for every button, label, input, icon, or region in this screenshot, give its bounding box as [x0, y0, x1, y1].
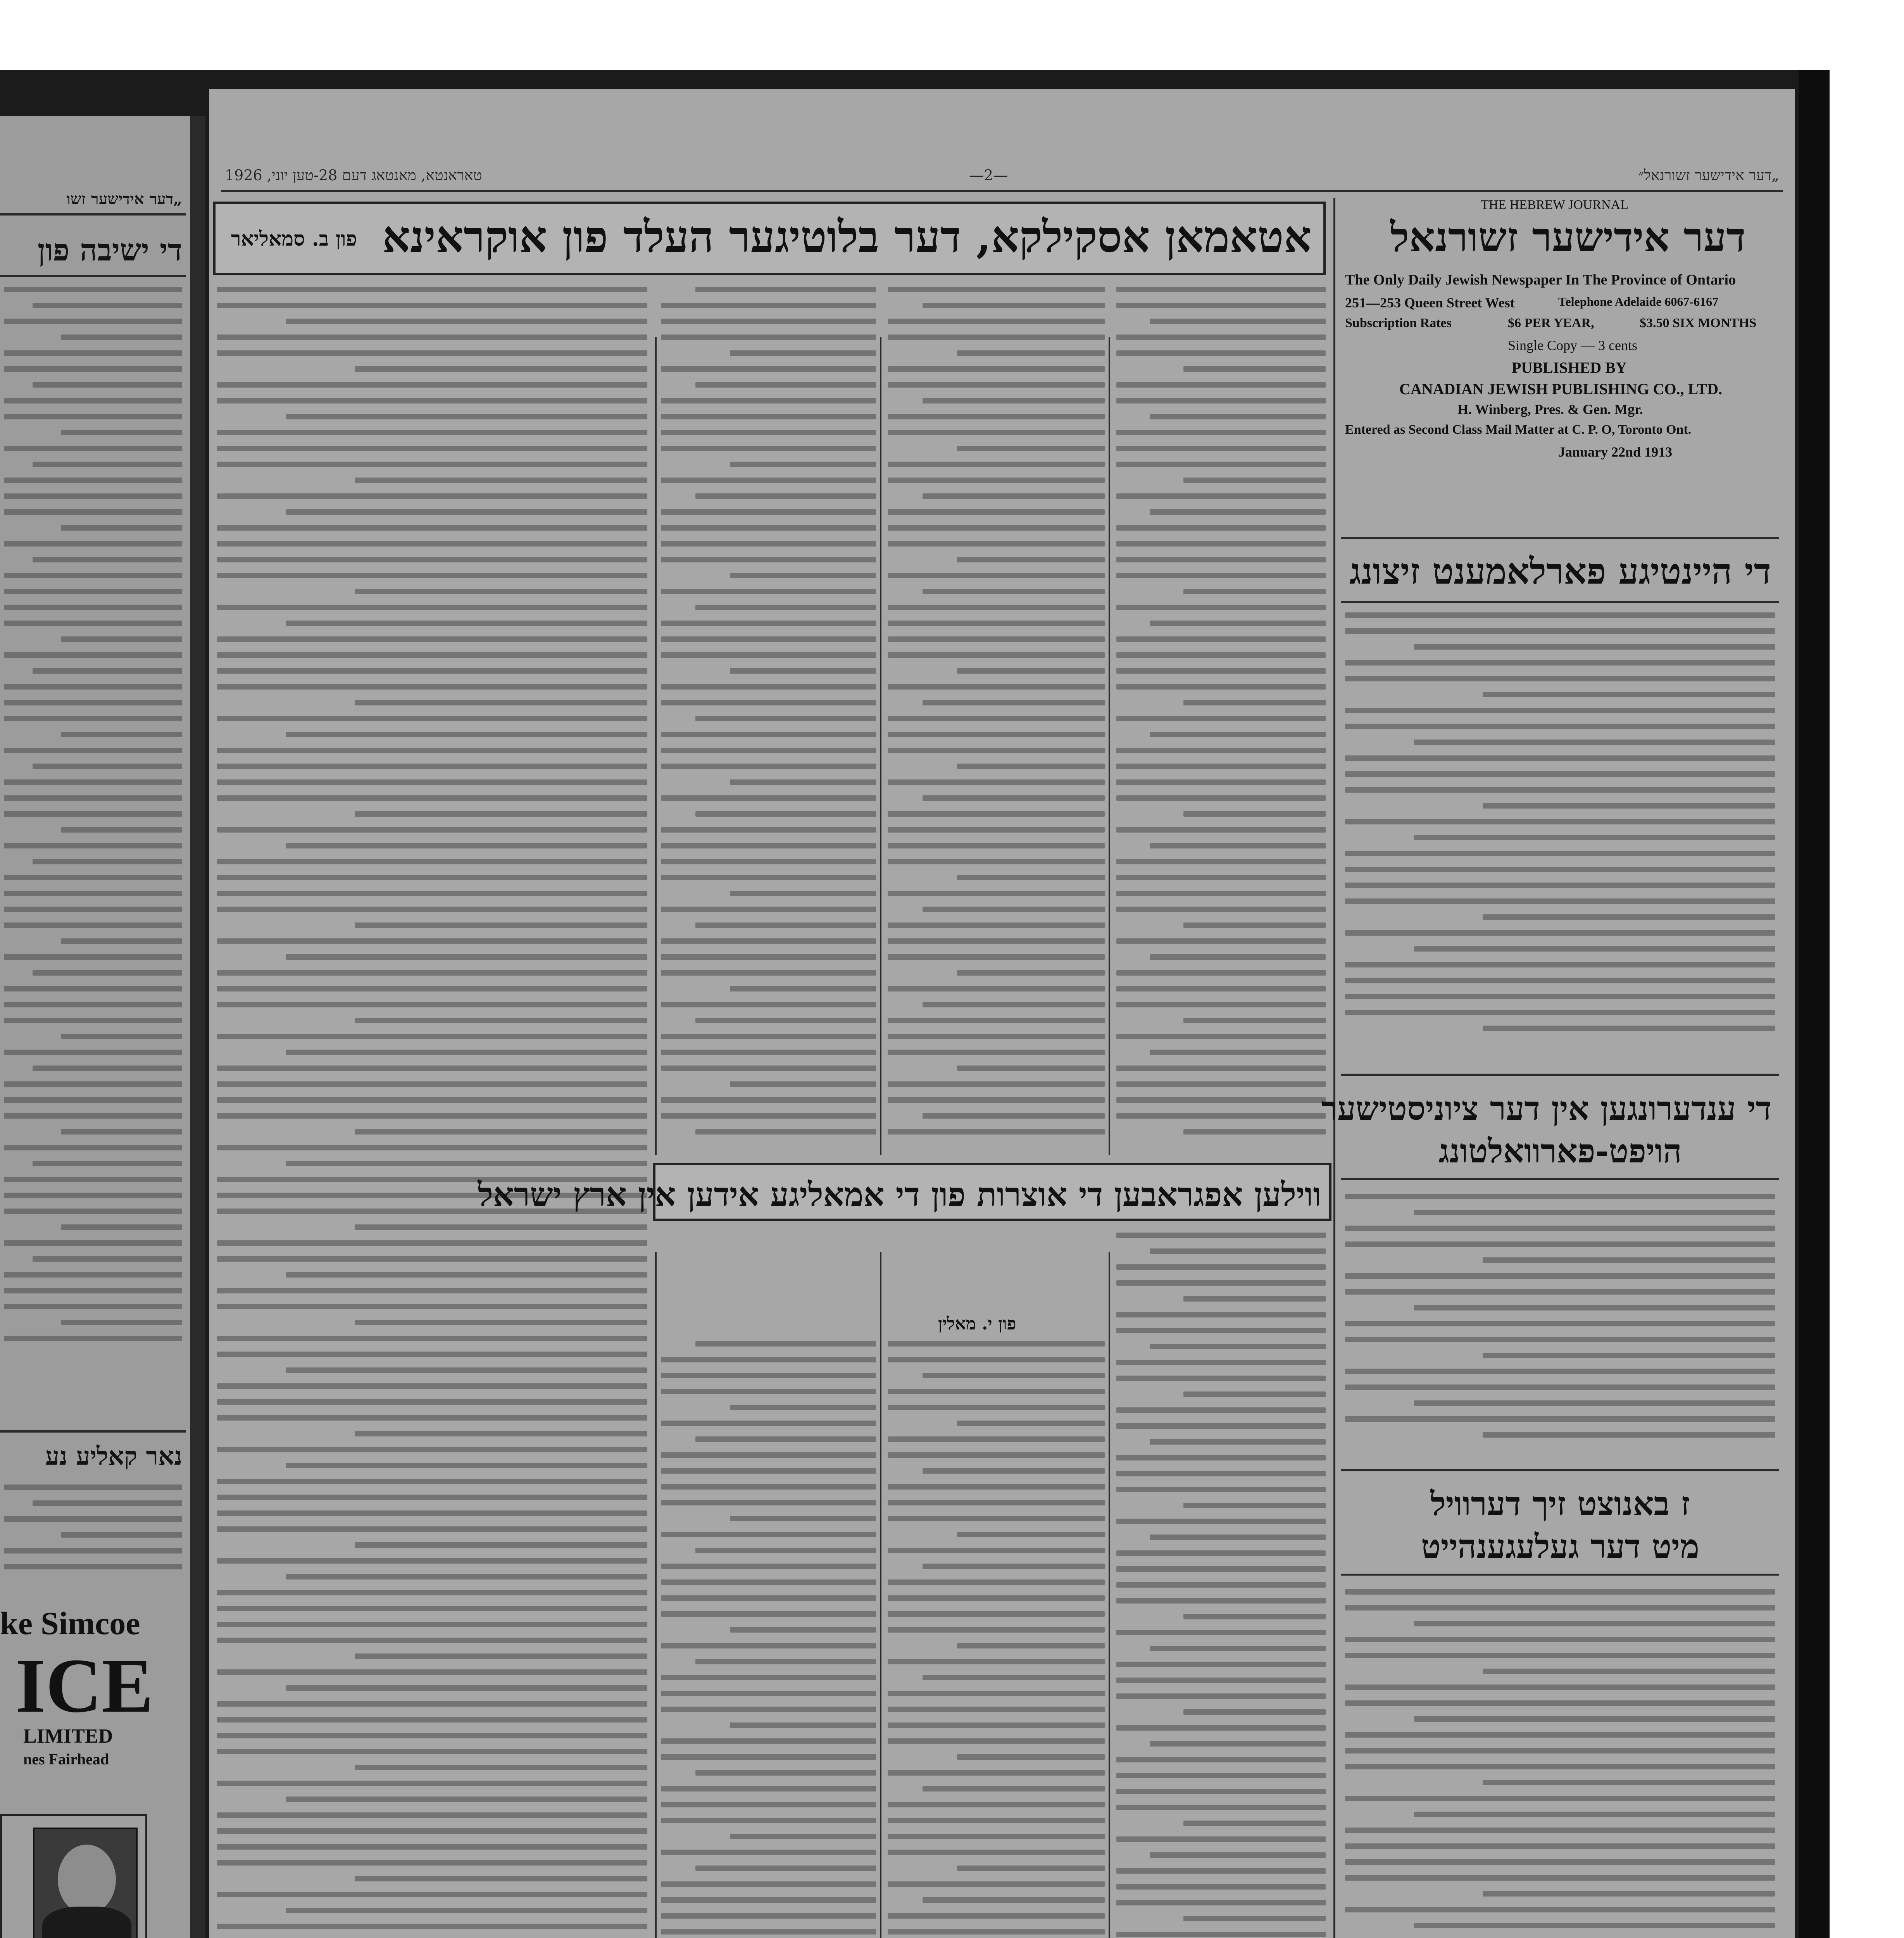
- opportunity-headline-line-1: ז באנוצט זיך דערוויל: [1430, 1485, 1690, 1523]
- ice-ad-line-2: ICE: [16, 1643, 153, 1729]
- masthead-subscription-six: $3.50 SIX MONTHS: [1640, 316, 1757, 330]
- askilka-column-2: [888, 287, 1105, 1155]
- zionist-headline-line-2: הויפט-פארוואלטונג: [1438, 1132, 1682, 1170]
- zionist-text: [1345, 1194, 1775, 1450]
- left-page-headline-rule: [0, 275, 186, 277]
- askilka-column-4: [217, 287, 647, 1938]
- masthead-subscription-year: $6 PER YEAR,: [1508, 316, 1594, 330]
- parliament-headline: די היינטיגע פארלאמענט זיצונג: [1349, 550, 1771, 592]
- film-sprocket-edge: [1799, 70, 1830, 1938]
- left-page: [0, 116, 190, 1938]
- middle-banner-headline: ווילען אפגראבען די אוצרות פון די אמאליגע אידען אין ארץ ישראל: [478, 1175, 1321, 1214]
- left-page-ad-heading: נאר קאליע נע: [45, 1442, 182, 1471]
- column-rule-6: [1109, 1252, 1110, 1938]
- portrait-photo: [33, 1828, 138, 1938]
- zionist-headline-line-1: די ענדערונגען אין דער ציוניסטישער: [1321, 1089, 1771, 1128]
- left-page-photo-ad: [0, 1814, 147, 1938]
- masthead-subscription-label: Subscription Rates: [1345, 316, 1452, 330]
- top-banner-headline: אטאמאן אסקילקא, דער בלוטיגער העלד פון אוקראינא: [382, 212, 1312, 262]
- opportunity-text: [1345, 1589, 1775, 1938]
- left-page-column: [4, 287, 182, 1411]
- treasures-column-1: [1116, 1233, 1326, 1938]
- masthead-single-copy: Single Copy — 3 cents: [1508, 338, 1637, 353]
- masthead-english: THE HEBREW JOURNAL: [1481, 198, 1628, 212]
- treasures-column-2: [888, 1341, 1105, 1938]
- askilka-column-3: [661, 287, 876, 1155]
- parliament-bottom-rule: [1341, 601, 1779, 603]
- middle-banner-box: [478, 1163, 1331, 1221]
- treasures-column-3: [661, 1341, 876, 1938]
- header-left-folio: טאראנטא, מאנטאג דעם 28-טען יוני, 1926: [225, 167, 482, 184]
- zionist-top-rule: [1341, 1074, 1779, 1076]
- left-page-ad-text: [4, 1485, 182, 1601]
- left-page-ad-rule: [0, 1430, 186, 1433]
- masthead-address: 251—253 Queen Street West: [1345, 295, 1515, 310]
- main-page: [209, 89, 1795, 1938]
- masthead-tagline: The Only Daily Jewish Newspaper In The Province of Ontario: [1345, 272, 1736, 288]
- left-page-headline: די ישיבה פון: [37, 233, 182, 268]
- opportunity-bottom-rule: [1341, 1574, 1779, 1576]
- askilka-column-1: [1116, 287, 1326, 1155]
- column-rule-right: [1333, 198, 1335, 1938]
- masthead-telephone: Telephone Adelaide 6067-6167: [1558, 295, 1719, 309]
- masthead-yiddish: דער אידישער זשורנאל: [1390, 213, 1746, 261]
- column-rule-4: [655, 1252, 657, 1938]
- opportunity-top-rule: [1341, 1469, 1779, 1471]
- left-page-folio: „דער אידישער זשו: [66, 190, 182, 208]
- masthead-publisher: CANADIAN JEWISH PUBLISHING CO., LTD.: [1399, 380, 1723, 398]
- middle-banner-byline: פון י. מאלין: [938, 1314, 1016, 1334]
- masthead: [1341, 198, 1787, 535]
- parliament-top-rule: [1341, 537, 1779, 539]
- column-rule-1: [655, 337, 657, 1155]
- column-rule-5: [880, 1252, 881, 1938]
- masthead-published-by: PUBLISHED BY: [1512, 359, 1627, 376]
- parliament-text: [1345, 612, 1775, 1050]
- left-page-top-rule: [0, 213, 186, 216]
- top-banner-byline: פון ב. סמאליאר: [231, 227, 357, 251]
- masthead-entered-date: January 22nd 1913: [1558, 444, 1673, 460]
- ice-ad-line-3: LIMITED: [23, 1725, 113, 1747]
- masthead-entered: Entered as Second Class Mail Matter at C. P. O, Toronto Ont.: [1345, 422, 1692, 437]
- opportunity-headline-line-2: מיט דער געלעגענהייט: [1421, 1527, 1700, 1566]
- ice-ad-line-4: nes Fairhead: [23, 1750, 109, 1768]
- header-rule: [221, 190, 1783, 192]
- page-gutter: [190, 116, 205, 1938]
- portrait-face: [58, 1845, 116, 1914]
- top-banner-box: [213, 202, 1326, 275]
- masthead-editor: H. Winberg, Pres. & Gen. Mgr.: [1457, 402, 1643, 417]
- column-rule-2: [880, 337, 881, 1155]
- ice-ad-line-1: ke Simcoe: [0, 1605, 140, 1641]
- column-rule-3: [1109, 337, 1110, 1155]
- zionist-bottom-rule: [1341, 1178, 1779, 1180]
- portrait-body: [42, 1907, 131, 1938]
- header-right-folio: „דער אידישער זשורנאל״: [1638, 167, 1779, 184]
- header-center-folio: —2—: [969, 167, 1008, 184]
